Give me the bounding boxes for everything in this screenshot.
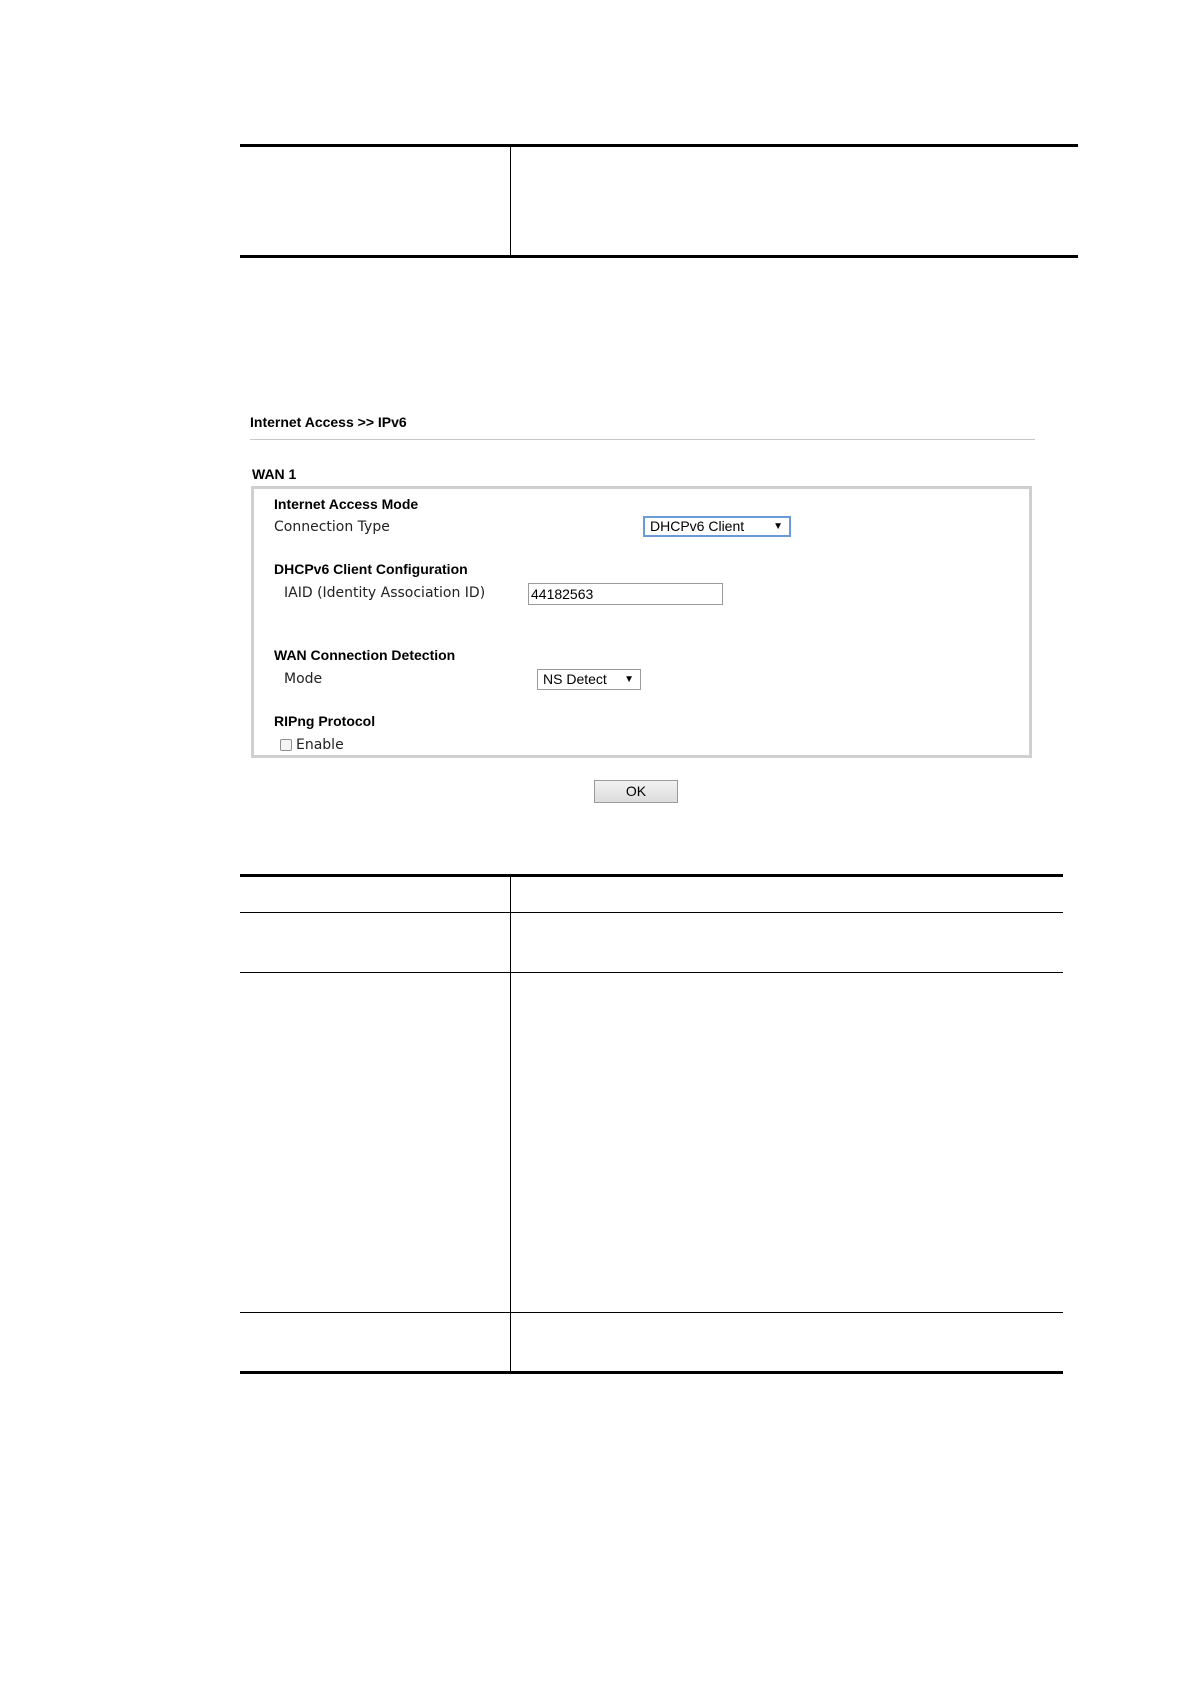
ipv6-settings-panel [251, 486, 1032, 758]
breadcrumb-divider [250, 439, 1035, 440]
detection-mode-value: NS Detect [543, 671, 607, 687]
bottom-table-top-rule [240, 874, 1063, 877]
bottom-table-divider [510, 877, 511, 1372]
connection-type-value: DHCPv6 Client [650, 518, 745, 534]
bottom-table-row-rule [240, 972, 1063, 973]
iaid-label: IAID (Identity Association ID) [284, 585, 486, 601]
wan-connection-detection-heading: WAN Connection Detection [274, 647, 456, 663]
dropdown-arrow-icon: ▼ [773, 521, 783, 532]
detection-mode-select[interactable] [537, 669, 641, 690]
top-table-top-rule [240, 144, 1078, 147]
top-table-bottom-rule [240, 255, 1078, 258]
iaid-input[interactable] [528, 583, 723, 605]
dropdown-arrow-icon: ▼ [624, 674, 634, 685]
ok-button[interactable]: OK [594, 780, 678, 803]
mode-label: Mode [284, 671, 323, 687]
dhcpv6-config-heading: DHCPv6 Client Configuration [274, 561, 468, 577]
connection-type-label: Connection Type [274, 519, 390, 535]
bottom-table-bottom-rule [240, 1371, 1063, 1374]
breadcrumb: Internet Access >> IPv6 [250, 414, 407, 430]
top-table-divider [510, 147, 511, 256]
ripng-enable-label: Enable [296, 737, 344, 753]
internet-access-mode-heading: Internet Access Mode [274, 496, 419, 512]
ripng-enable-checkbox[interactable] [280, 739, 292, 751]
connection-type-select[interactable] [643, 516, 791, 537]
ripng-protocol-heading: RIPng Protocol [274, 713, 376, 729]
bottom-table-row-rule [240, 1312, 1063, 1313]
wan-title: WAN 1 [252, 466, 297, 482]
bottom-table-row-rule [240, 912, 1063, 913]
